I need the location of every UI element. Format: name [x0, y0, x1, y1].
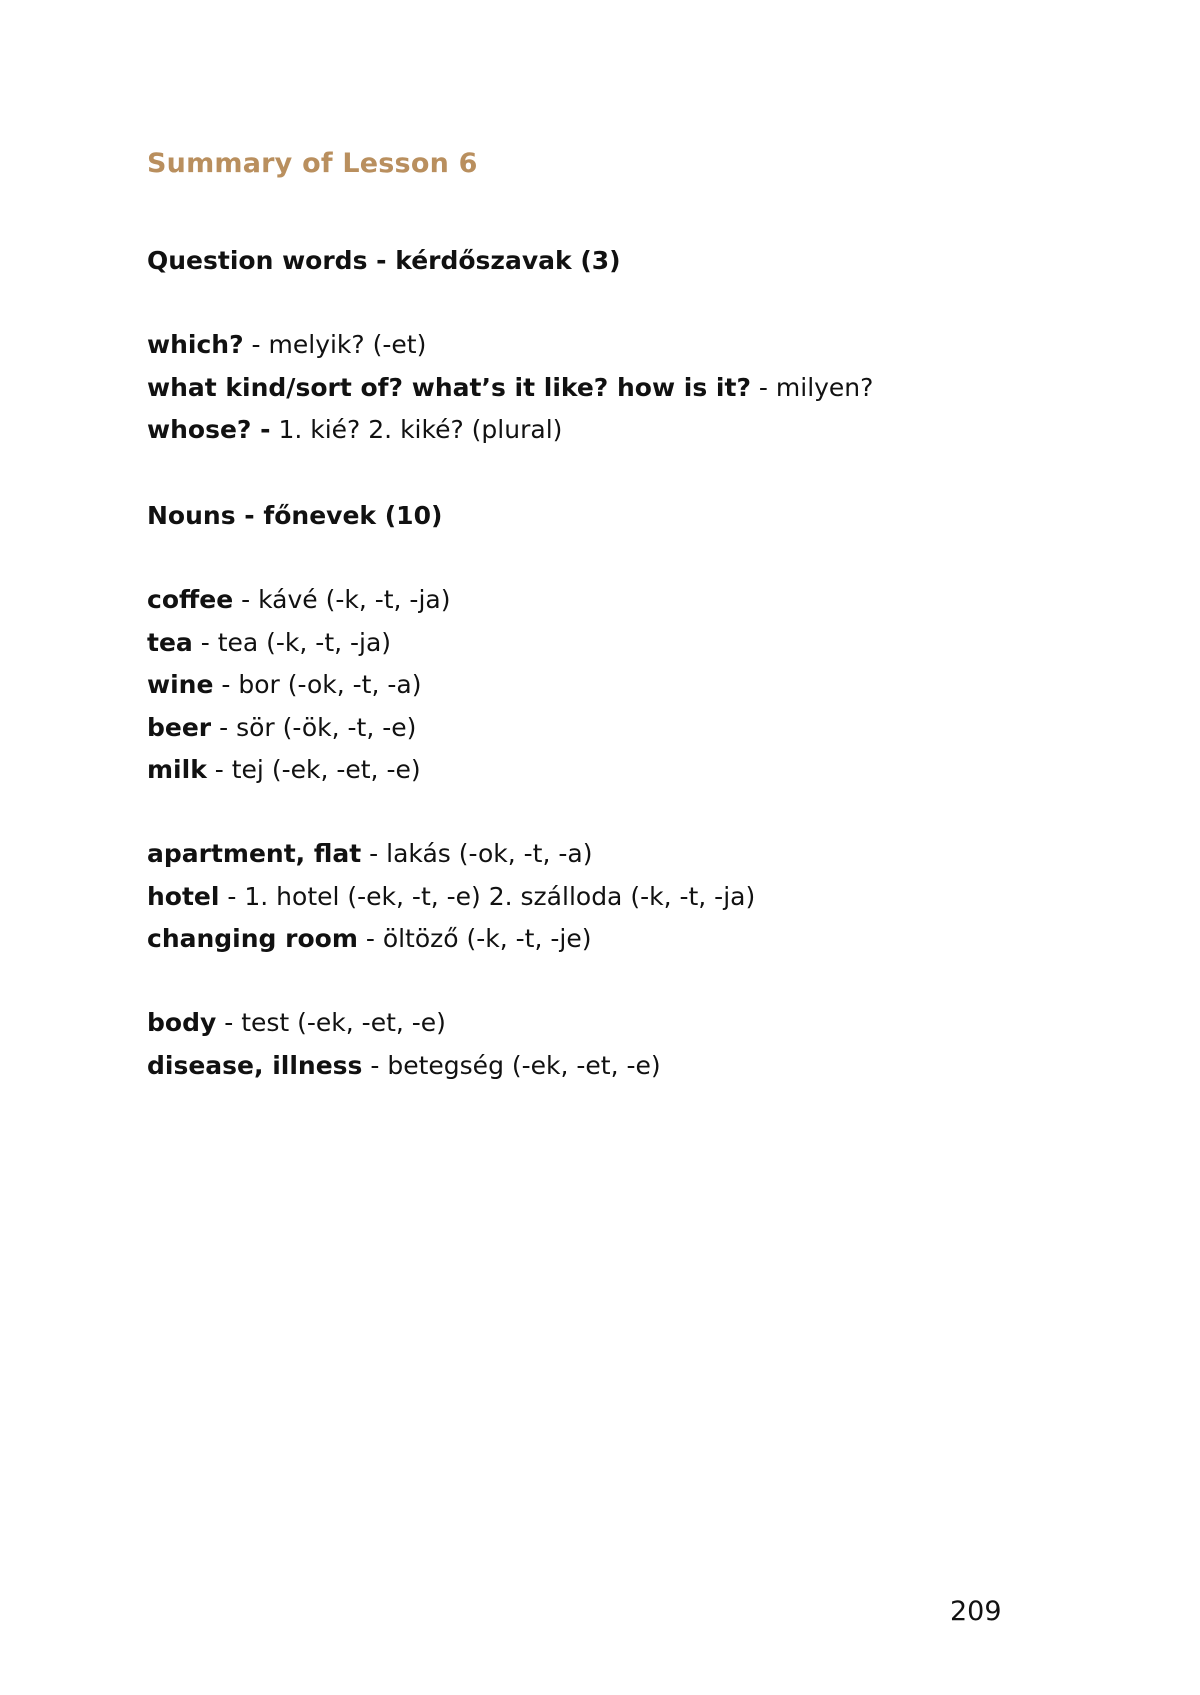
definition: betegség (-ek, -et, -e): [387, 1050, 661, 1080]
definition: 1. hotel (-ek, -t, -e) 2. szálloda (-k, -t, -ja): [244, 881, 756, 911]
definition: sör (-ök, -t, -e): [236, 712, 417, 742]
term: wine: [147, 670, 214, 699]
term: body: [147, 1008, 217, 1037]
definition: melyik? (-et): [268, 330, 427, 359]
term: beer: [147, 712, 212, 742]
definition: lakás (-ok, -t, -a): [386, 839, 593, 868]
term: hotel: [147, 881, 220, 911]
list-item: tea - tea (-k, -t, -ja): [147, 627, 392, 657]
definition: 1. kié? 2. kiké? (plural): [278, 415, 563, 444]
nouns-list-places: [147, 833, 755, 961]
definition: öltöző (-k, -t, -je): [382, 924, 592, 953]
list-item: body - test (-ek, -et, -e): [147, 1008, 446, 1037]
list-item: coffee - kávé (-k, -t, -ja): [147, 585, 451, 614]
term: coffee: [147, 585, 234, 614]
list-item: which? - melyik? (-et): [147, 330, 427, 359]
list-item: apartment, flat - lakás (-ok, -t, -a): [147, 839, 593, 868]
term: which?: [147, 330, 244, 359]
term: apartment, flat: [147, 839, 362, 868]
page-number: 209: [950, 1596, 1002, 1627]
term: whose? -: [147, 415, 271, 444]
list-item: wine - bor (-ok, -t, -a): [147, 670, 422, 699]
nouns-list-drinks: [147, 579, 450, 792]
list-item: [147, 409, 873, 452]
term: what kind/sort of? what’s it like? how is it?: [147, 372, 751, 402]
term: milk: [147, 755, 207, 784]
definition: tej (-ek, -et, -e): [231, 755, 421, 784]
question-words-list: [147, 324, 873, 452]
list-item: hotel - 1. hotel (-ek, -t, -e) 2. szálloda (-k, -t, -ja): [147, 881, 756, 911]
section-heading-nouns: Nouns - főnevek (10): [147, 501, 443, 530]
list-item: disease, illness - betegség (-ek, -et, -e): [147, 1050, 661, 1080]
list-item: what kind/sort of? what’s it like? how is it? - milyen?: [147, 372, 874, 402]
nouns-list-health: [147, 1002, 661, 1087]
definition: bor (-ok, -t, -a): [238, 670, 422, 699]
term: disease, illness: [147, 1050, 363, 1080]
list-item: changing room - öltöző (-k, -t, -je): [147, 924, 592, 953]
list-item: milk - tej (-ek, -et, -e): [147, 755, 421, 784]
term: changing room: [147, 924, 358, 953]
section-heading-question-words: Question words - kérdőszavak (3): [147, 246, 621, 275]
term: tea: [147, 627, 193, 657]
definition: milyen?: [775, 372, 874, 402]
definition: tea (-k, -t, -ja): [217, 627, 392, 657]
page-title: Summary of Lesson 6: [147, 148, 478, 179]
definition: test (-ek, -et, -e): [241, 1008, 446, 1037]
list-item: beer - sör (-ök, -t, -e): [147, 712, 417, 742]
definition: kávé (-k, -t, -ja): [258, 585, 451, 614]
